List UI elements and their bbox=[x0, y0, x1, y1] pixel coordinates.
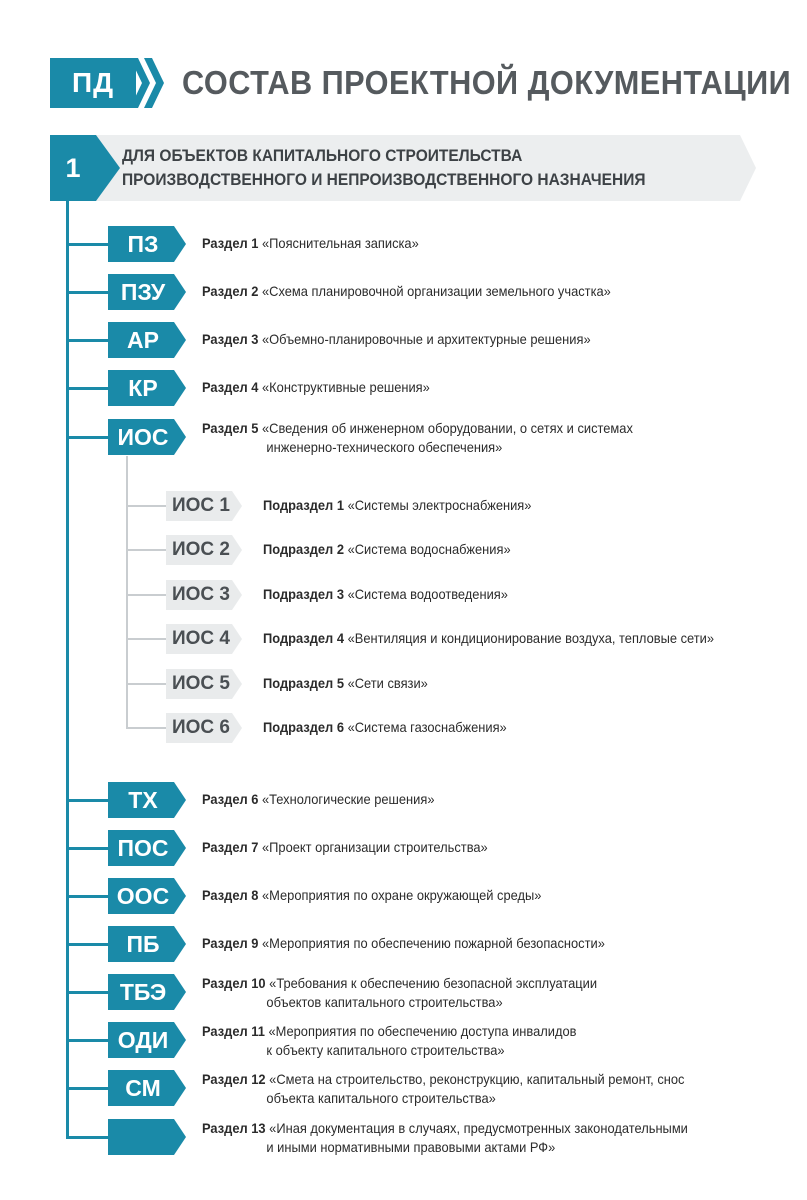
section-description: «Объемно-планировочные и архитектурные решения» bbox=[258, 331, 591, 347]
section-description-cont: объекта капитального строительства» bbox=[266, 1090, 496, 1106]
subsection-label: Подраздел 5 bbox=[263, 675, 344, 691]
section-code: ОДИ bbox=[117, 1026, 169, 1053]
tree-connector bbox=[66, 895, 110, 898]
subtree-trunk bbox=[126, 456, 128, 729]
pd-badge: ПД bbox=[50, 58, 136, 108]
subsection-code-tag bbox=[166, 535, 242, 565]
subsection-item bbox=[263, 540, 511, 559]
section-description: «Смета на строительство, реконструкцию, капитальный ремонт, снос bbox=[265, 1071, 685, 1087]
section-label: Раздел 12 bbox=[202, 1071, 266, 1087]
subsection-code-tag bbox=[166, 491, 242, 521]
section-description: «Требования к обеспечению безопасной эксплуатации bbox=[265, 975, 598, 991]
section-item bbox=[202, 1022, 576, 1060]
section-description: «Иная документация в случаях, предусмотренных законодательными bbox=[265, 1120, 688, 1136]
section-description-cont: к объекту капитального строительства» bbox=[266, 1042, 505, 1058]
subsection-code: ИОС 4 bbox=[171, 628, 230, 649]
section-code: ПЗ bbox=[127, 230, 159, 257]
section-item bbox=[202, 282, 611, 301]
section-item bbox=[202, 934, 605, 953]
subsection-code: ИОС 1 bbox=[171, 495, 230, 516]
section-description: «Конструктивные решения» bbox=[258, 379, 430, 395]
subsection-description: «Система водоснабжения» bbox=[343, 541, 511, 557]
subtree-connector bbox=[126, 638, 168, 640]
subsection-code: ИОС 3 bbox=[171, 584, 230, 605]
section-code: ТХ bbox=[128, 786, 158, 813]
tree-connector bbox=[66, 943, 110, 946]
subsection-code-tag bbox=[166, 624, 242, 654]
section-item bbox=[202, 1119, 688, 1157]
section-description: «Схема планировочной организации земельного участка» bbox=[258, 283, 611, 299]
section-code: ПЗУ bbox=[120, 278, 166, 305]
subsection-item bbox=[263, 674, 428, 693]
section-label: Раздел 8 bbox=[202, 887, 259, 903]
subsection-item bbox=[263, 496, 531, 515]
section-description: «Мероприятия по охране окружающей среды» bbox=[258, 887, 542, 903]
section-label: Раздел 4 bbox=[202, 379, 259, 395]
section-label: Раздел 6 bbox=[202, 791, 259, 807]
section-item bbox=[202, 378, 430, 397]
section-code-tag bbox=[108, 370, 186, 406]
subsection-code-tag bbox=[166, 669, 242, 699]
subsection-label: Подраздел 6 bbox=[263, 719, 344, 735]
subsection-label: Подраздел 4 bbox=[263, 630, 344, 646]
section-code: АР bbox=[127, 326, 159, 353]
section-description: «Мероприятия по обеспечению пожарной безопасности» bbox=[258, 935, 605, 951]
section-item bbox=[202, 974, 597, 1012]
tree-connector bbox=[66, 799, 110, 802]
subsection-code-tag bbox=[166, 580, 242, 610]
section-code: ТБЭ bbox=[119, 978, 167, 1005]
section-label: Раздел 11 bbox=[202, 1023, 265, 1039]
subsection-description: «Вентиляция и кондиционирование воздуха, тепловые сети» bbox=[343, 630, 715, 646]
section-item bbox=[202, 1070, 684, 1108]
section-code-tag bbox=[108, 274, 186, 310]
section-label: Раздел 2 bbox=[202, 283, 259, 299]
section-code: КР bbox=[128, 374, 158, 401]
section-code: ИОС bbox=[117, 423, 169, 450]
section-code-tag bbox=[108, 878, 186, 914]
subtree-connector bbox=[126, 505, 168, 507]
subtree-connector bbox=[126, 549, 168, 551]
section-description: «Технологические решения» bbox=[258, 791, 435, 807]
section-description: «Мероприятия по обеспечению доступа инвалидов bbox=[264, 1023, 577, 1039]
tree-connector bbox=[66, 991, 110, 994]
section-description: «Проект организации строительства» bbox=[258, 839, 488, 855]
subtree-connector bbox=[126, 727, 168, 729]
section-item bbox=[202, 790, 434, 809]
section-label: Раздел 3 bbox=[202, 331, 259, 347]
section-code: ООС bbox=[116, 882, 170, 909]
section-code: ПОС bbox=[117, 834, 169, 861]
subtree-connector bbox=[126, 594, 168, 596]
subtree-connector bbox=[126, 683, 168, 685]
section-code-tag bbox=[108, 974, 186, 1010]
subsection-item bbox=[263, 585, 508, 604]
section-code-tag bbox=[108, 1070, 186, 1106]
subsection-description: «Системы электроснабжения» bbox=[343, 497, 532, 513]
section-description-cont: объектов капитального строительства» bbox=[266, 994, 503, 1010]
section-code: СМ bbox=[125, 1074, 161, 1101]
section-title bbox=[122, 144, 645, 192]
subsection-label: Подраздел 3 bbox=[263, 586, 344, 602]
section-code-tag bbox=[108, 926, 186, 962]
section-code-tag bbox=[108, 1119, 186, 1155]
section-description: «Сведения об инженерном оборудовании, о сетях и системах bbox=[258, 420, 633, 436]
subsection-code: ИОС 6 bbox=[171, 717, 230, 738]
subsection-item bbox=[263, 629, 714, 648]
tree-connector bbox=[66, 847, 110, 850]
section-label: Раздел 7 bbox=[202, 839, 259, 855]
tree-connector bbox=[66, 1136, 110, 1139]
section-code-tag bbox=[108, 830, 186, 866]
subsection-item bbox=[263, 718, 507, 737]
section-description-cont: и иными нормативными правовыми актами РФ» bbox=[266, 1139, 556, 1155]
section-item bbox=[202, 330, 591, 349]
section-label: Раздел 13 bbox=[202, 1120, 266, 1136]
section-description-cont: инженерно-технического обеспечения» bbox=[266, 439, 503, 455]
section-code bbox=[108, 1119, 178, 1155]
tree-connector bbox=[66, 387, 110, 390]
section-label: Раздел 10 bbox=[202, 975, 266, 991]
section-code-tag bbox=[108, 226, 186, 262]
section-description: «Пояснительная записка» bbox=[258, 235, 419, 251]
section-label: Раздел 9 bbox=[202, 935, 259, 951]
section-code-tag bbox=[108, 782, 186, 818]
subsection-code: ИОС 2 bbox=[171, 539, 230, 560]
section-code-tag bbox=[108, 322, 186, 358]
tree-connector bbox=[66, 243, 110, 246]
section-title-line-2: ПРОИЗВОДСТВЕННОГО И НЕПРОИЗВОДСТВЕННОГО НАЗНАЧЕНИЯ bbox=[122, 171, 646, 189]
subsection-label: Подраздел 1 bbox=[263, 497, 344, 513]
tree-connector bbox=[66, 436, 110, 439]
tree-connector bbox=[66, 291, 110, 294]
tree-connector bbox=[66, 1087, 110, 1090]
subsection-code-tag bbox=[166, 713, 242, 743]
section-label: Раздел 1 bbox=[202, 235, 259, 251]
tree-connector bbox=[66, 1039, 110, 1042]
subsection-description: «Система газоснабжения» bbox=[343, 719, 507, 735]
subsection-description: «Система водоотведения» bbox=[343, 586, 508, 602]
section-number: 1 bbox=[65, 152, 81, 183]
subsection-label: Подраздел 2 bbox=[263, 541, 344, 557]
subsection-description: «Сети связи» bbox=[343, 675, 428, 691]
section-item bbox=[202, 419, 633, 457]
page-title: СОСТАВ ПРОЕКТНОЙ ДОКУМЕНТАЦИИ bbox=[182, 64, 792, 101]
section-item bbox=[202, 234, 419, 253]
section-code-tag bbox=[108, 419, 186, 455]
section-item bbox=[202, 886, 541, 905]
section-title-line-1: ДЛЯ ОБЪЕКТОВ КАПИТАЛЬНОГО СТРОИТЕЛЬСТВА bbox=[122, 147, 523, 165]
section-code: ПБ bbox=[126, 930, 160, 957]
subsection-code: ИОС 5 bbox=[171, 673, 230, 694]
double-chevron-icon bbox=[130, 58, 170, 108]
section-item bbox=[202, 838, 488, 857]
tree-connector bbox=[66, 339, 110, 342]
section-label: Раздел 5 bbox=[202, 420, 259, 436]
section-code-tag bbox=[108, 1022, 186, 1058]
